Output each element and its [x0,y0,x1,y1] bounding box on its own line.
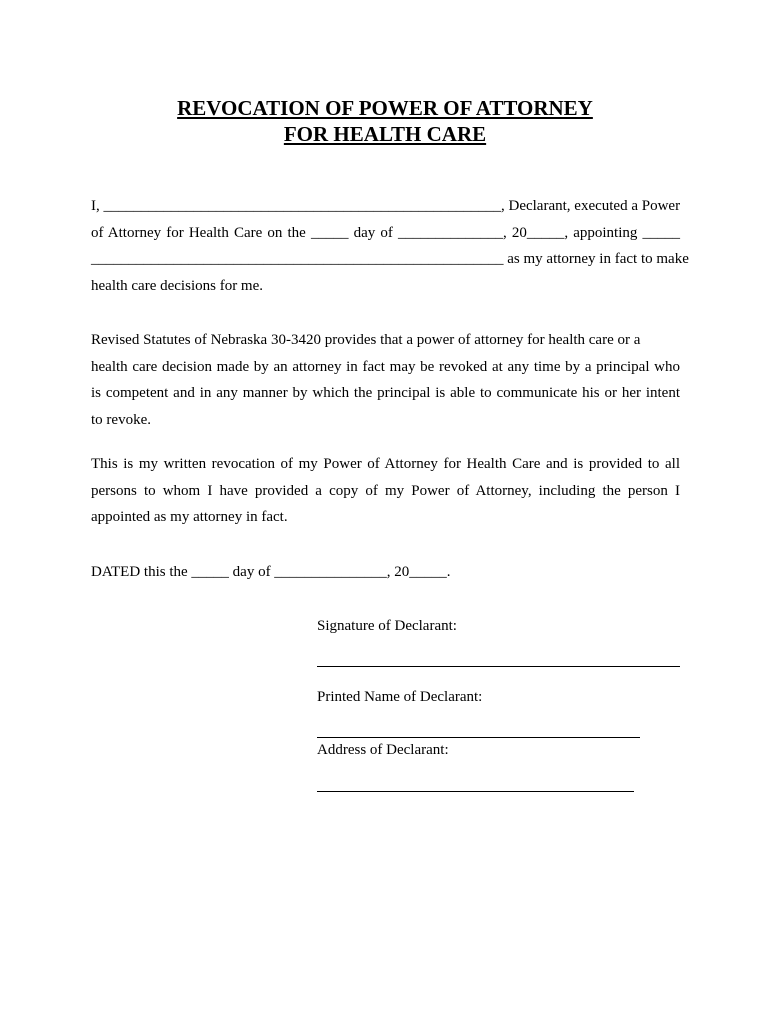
dated-line [91,559,680,586]
signature-label: Signature of Declarant: [317,618,457,634]
printed-name-line[interactable] [317,737,640,738]
paragraph-line: I, _____________________________________________________, Declarant, executed a Power [91,198,681,214]
signature-line[interactable] [317,666,680,667]
revocation-paragraph [91,451,680,531]
paragraph-line: appointed as my attorney in fact. [91,509,288,526]
paragraph-line: to revoke. [91,412,151,429]
declaration-paragraph [91,193,689,300]
address-line[interactable] [317,791,634,792]
paragraph-line: persons to whom I have provided a copy of my Power of Attorney, including the person I [91,482,680,499]
printed-name-label: Printed Name of Declarant: [317,689,483,705]
document-title-line-2: FOR HEALTH CARE [283,122,487,146]
document-title-line-1: REVOCATION OF POWER OF ATTORNEY [177,96,593,120]
paragraph-line: Revised Statutes of Nebraska 30-3420 provides that a power of attorney for health care or a [91,332,641,348]
address-label: Address of Declarant: [317,742,449,758]
paragraph-line: health care decision made by an attorney in fact may be revoked at any time by a principal who [91,358,680,375]
paragraph-line: of Attorney for Health Care on the _____ day of ______________, 20_____, appointing _____ [91,224,680,241]
paragraph-line: is competent and in any manner by which the principal is able to communicate his or her intent [91,385,680,402]
paragraph-line: health care decisions for me. [91,278,264,295]
paragraph-line: _______________________________________________________ as my attorney in fact to make [91,251,689,268]
dated-text: DATED this the _____ day of _______________, 20_____. [91,564,451,580]
statute-paragraph [91,327,680,434]
paragraph-line: This is my written revocation of my Power of Attorney for Health Care and is provided to all [91,456,680,472]
